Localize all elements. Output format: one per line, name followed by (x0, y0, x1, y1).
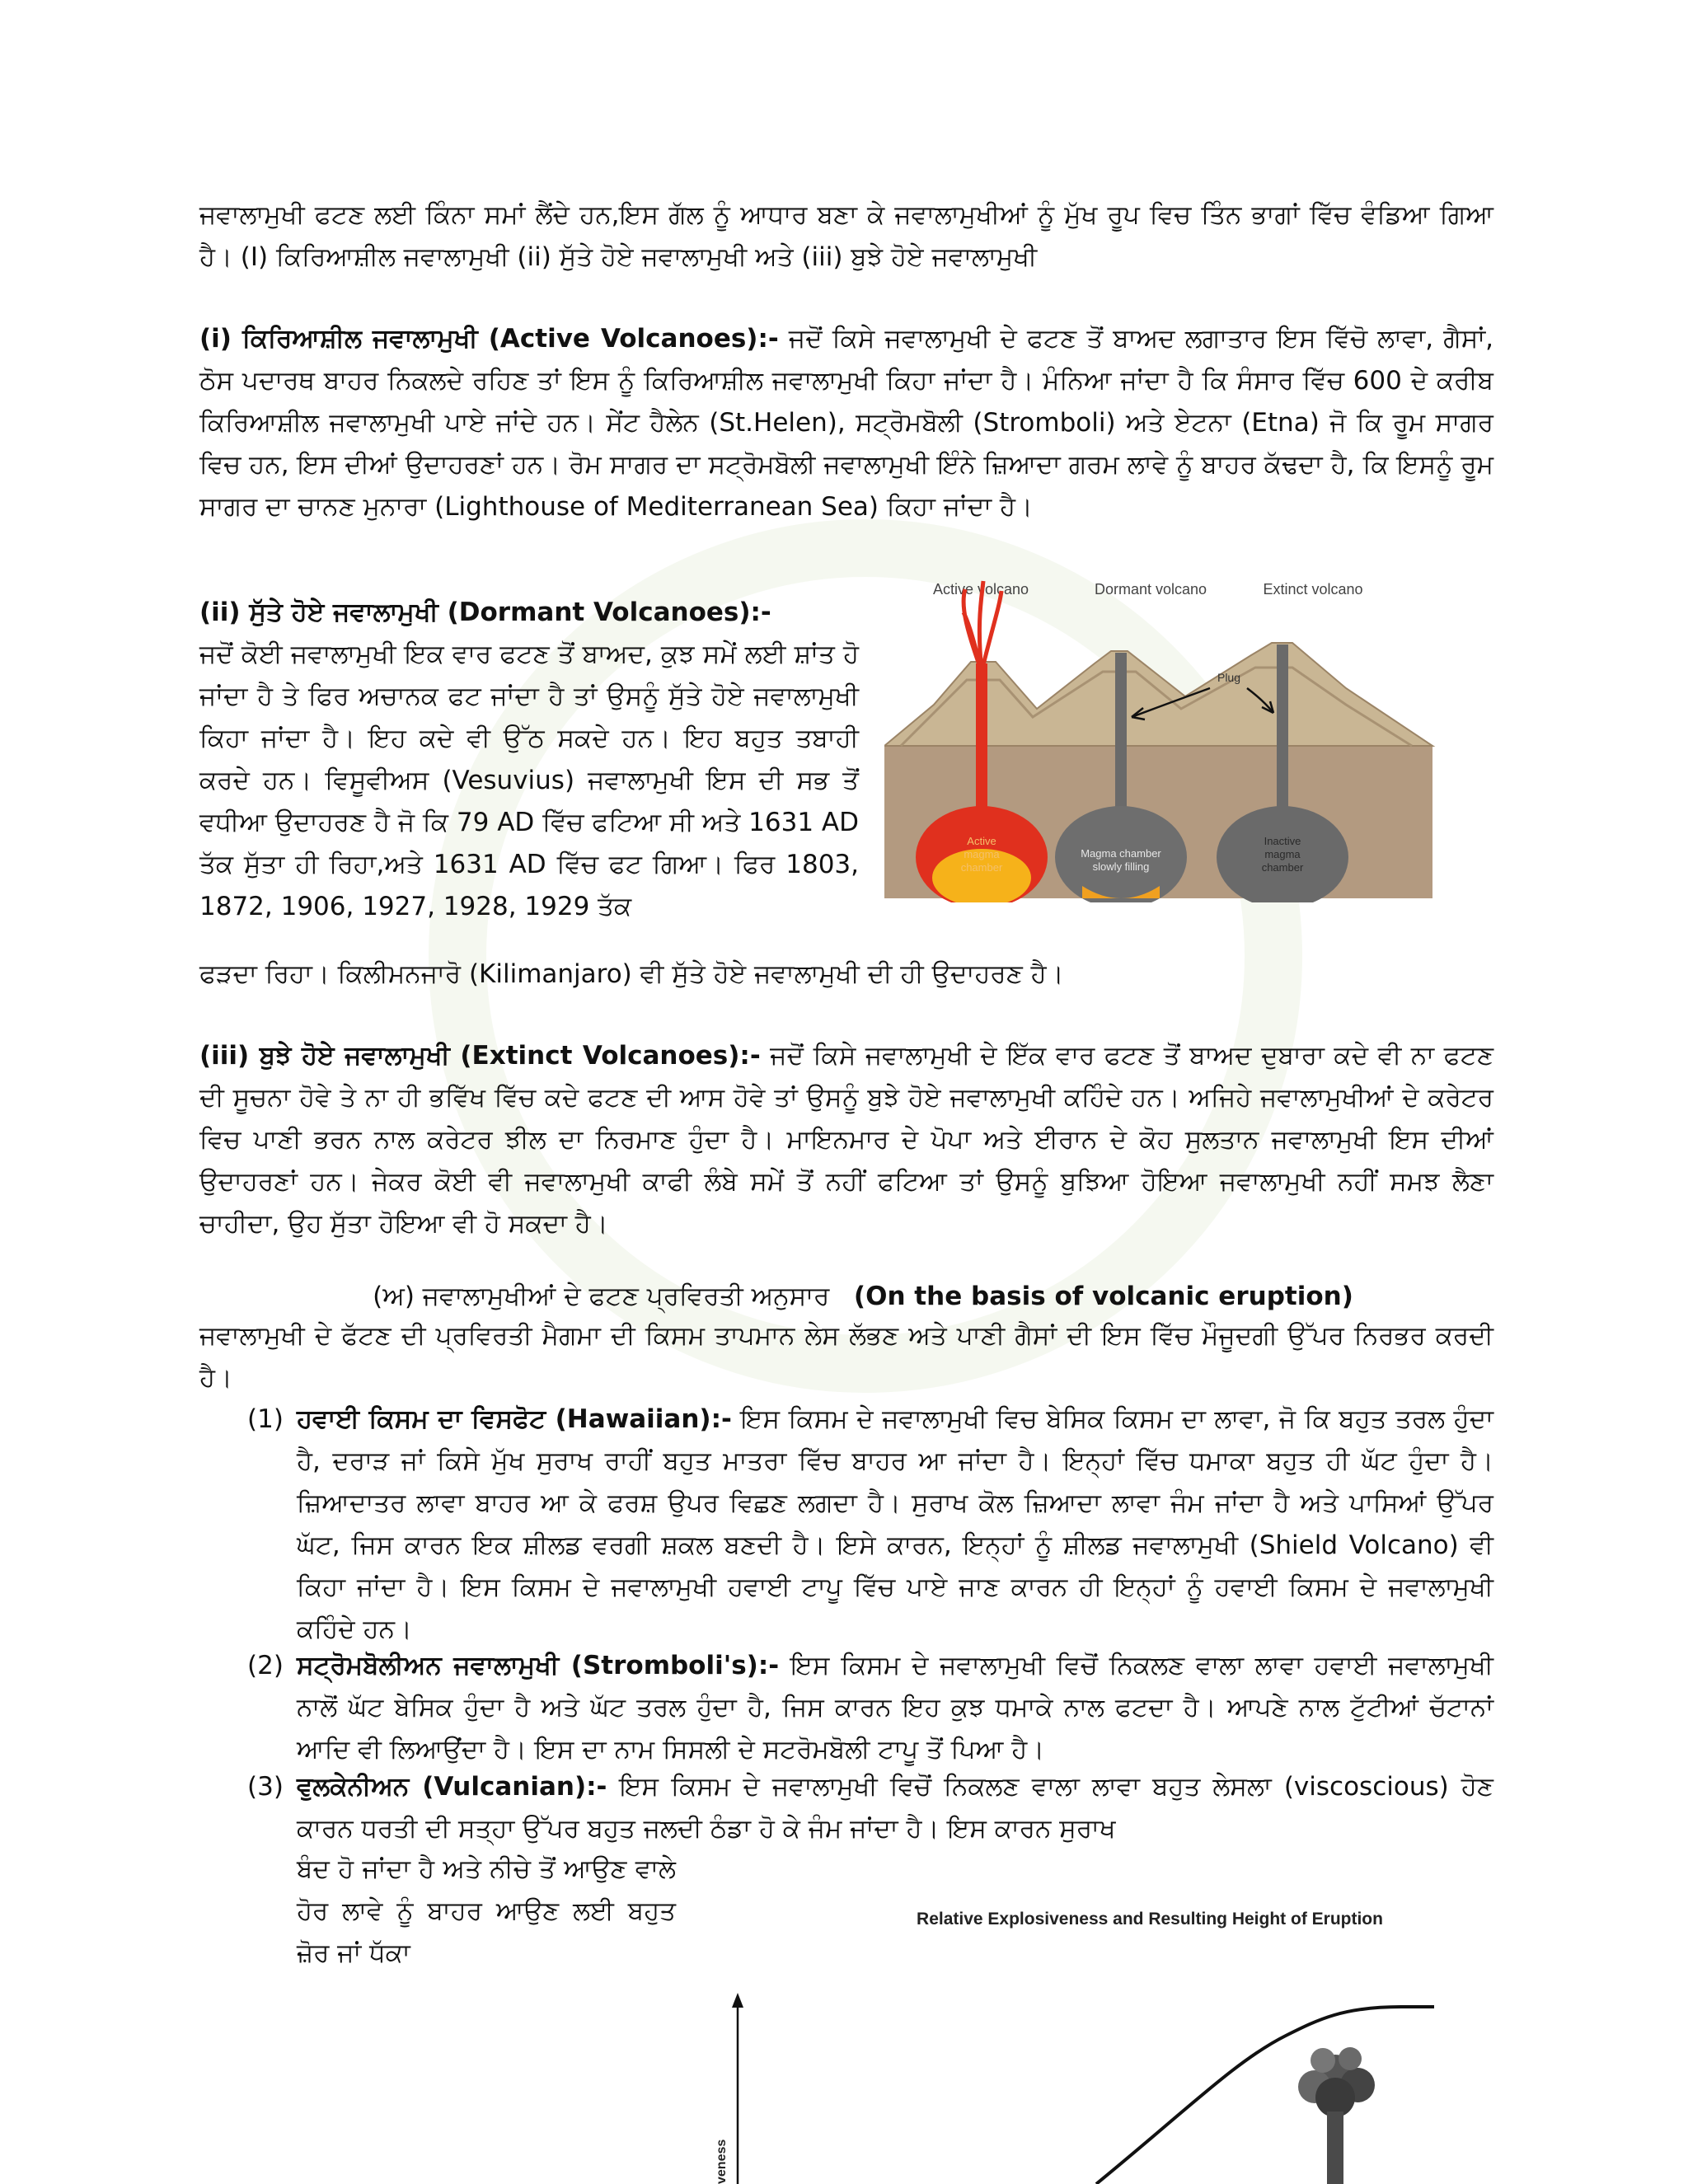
extinct-volcanoes-heading: (iii) ਬੁਝੇ ਹੋਏ ਜਵਾਲਾਮੁਖੀ (Extinct Volcanoes):- (199, 1041, 761, 1071)
label-extinct-volcano: Extinct volcano (1263, 581, 1363, 598)
extinct-chamber-label-1: Inactive (1264, 835, 1301, 847)
dormant-volcanoes-heading: (ii) ਸੁੱਤੇ ਹੋਏ ਜਵਾਲਾਮੁਖੀ (Dormant Volcanoes):- (199, 598, 771, 627)
extinct-volcanoes-body: ਜਦੋਂ ਕਿਸੇ ਜਵਾਲਾਮੁਖੀ ਦੇ ਇੱਕ ਵਾਰ ਫਟਣ ਤੋਂ ਬਾਅਦ ਦੁਬਾਰਾ ਕਦੇ ਵੀ ਨਾ ਫਟਣ ਦੀ ਸੂਚਨਾ ਹੋਵੇ ਤੇ ਨਾ ਹੀ ਭਵਿੱਖ ਵਿੱਚ ਕਦੇ ਫਟਣ ਦੀ ਆਸ ਹੋਵੇ ਤਾਂ ਉਸਨੂੰ ਬੁਝੇ ਹੋਏ ਜਵਾਲਾਮੁਖੀ ਕਹਿੰਦੇ ਹਨ। ਅਜਿਹੇ ਜਵਾਲਾਮੁਖੀਆਂ ਦੇ ਕਰੇਟਰ ਵਿਚ ਪਾਣੀ ਭਰਨ ਨਾਲ ਕਰੇਟਰ ਝੀਲ ਦਾ ਨਿਰਮਾਣ ਹੁੰਦਾ ਹੈ। ਮਾਇਨਮਾਰ ਦੇ ਪੋਪਾ ਅਤੇ ਈਰਾਨ ਦੇ ਕੋਹ ਸੁਲਤਾਨ ਜਵਾਲਾਮੁਖੀ ਇਸ ਦੀਆਂ ਉਦਾਹਰਣਾਂ ਹਨ। ਜੇਕਰ ਕੋਈ ਵੀ ਜਵਾਲਾਮੁਖੀ ਕਾਫੀ ਲੰਬੇ ਸਮੇਂ ਤੋਂ ਨਹੀਂ ਫਟਿਆ ਤਾਂ ਉਸਨੂੰ ਬੁਝਿਆ ਹੋਇਆ ਜਵਾਲਾਮੁਖੀ ਨਹੀਂ ਸਮਝ ਲੈਣਾ ਚਾਹੀਦਾ, ਉਹ ਸੁੱਤਾ ਹੋਇਆ ਵੀ ਹੋ ਸਕਦਾ ਹੈ। (199, 1041, 1494, 1239)
active-chamber-label-2: magma (964, 848, 1000, 860)
extinct-chamber-label-3: chamber (1261, 861, 1304, 874)
list-item-vulcanian (247, 1766, 1493, 1850)
extinct-chamber-label-2: magma (1264, 848, 1301, 860)
volcano-cones (884, 643, 1432, 746)
list-item-hawaiian (247, 1399, 1493, 1651)
label-active-volcano: Active volcano (932, 581, 1029, 598)
list-number: (3) (247, 1772, 284, 1802)
vulcanian-body: ਇਸ ਕਿਸਮ ਦੇ ਜਵਾਲਾਮੁਖੀ ਵਿਚੋਂ ਨਿਕਲਣ ਵਾਲਾ ਲਾਵਾ ਬਹੁਤ ਲੇਸਲਾ (viscoscious) ਹੋਣ ਕਾਰਨ ਧਰਤੀ ਦੀ ਸਤ੍ਹਾ ਉੱਪਰ ਬਹੁਤ ਜਲਦੀ ਠੰਡਾ ਹੋ ਕੇ ਜੰਮ ਜਾਂਦਾ ਹੈ। ਇਸ ਕਾਰਨ ਸੁਰਾਖ (297, 1772, 1493, 1844)
eruption-heading-english: (On the basis of volcanic eruption) (853, 1282, 1353, 1311)
active-conduit (976, 663, 987, 828)
y-axis-arrow-icon (732, 1993, 743, 2008)
list-number: (2) (247, 1651, 284, 1680)
list-number: (1) (247, 1404, 284, 1434)
strombolian-body: ਇਸ ਕਿਸਮ ਦੇ ਜਵਾਲਾਮੁਖੀ ਵਿਚੋਂ ਨਿਕਲਣ ਵਾਲਾ ਲਾਵਾ ਹਵਾਈ ਜਵਾਲਾਮੁਖੀ ਨਾਲੋਂ ਘੱਟ ਬੇਸਿਕ ਹੁੰਦਾ ਹੈ ਅਤੇ ਘੱਟ ਤਰਲ ਹੁੰਦਾ ਹੈ, ਜਿਸ ਕਾਰਨ ਇਹ ਕੁਝ ਧਮਾਕੇ ਨਾਲ ਫਟਦਾ ਹੈ। ਆਪਣੇ ਨਾਲ ਟੁੱਟੀਆਂ ਚੱਟਾਨਾਂ ਆਦਿ ਵੀ ਲਿਆਉਂਦਾ ਹੈ। ਇਸ ਦਾ ਨਾਮ ਸਿਸਲੀ ਦੇ ਸਟਰੋਮਬੋਲੀ ਟਾਪੂ ਤੋਂ ਪਿਆ ਹੈ। (297, 1651, 1493, 1765)
plug-label: Plug (1217, 671, 1241, 684)
active-chamber-label-3: chamber (960, 861, 1003, 874)
list-item-strombolian (247, 1645, 1493, 1771)
dormant-volcanoes-paragraph (199, 592, 859, 928)
volcano-types-illustration (884, 573, 1437, 902)
strombolian-heading: ਸਟ੍ਰੋਮਬੋਲੀਅਨ ਜਵਾਲਾਮੁਖੀ (Stromboli's):- (297, 1651, 780, 1680)
vulcanian-heading: ਵੁਲਕੇਨੀਅਨ (Vulcanian):- (297, 1772, 607, 1802)
intro-paragraph: ਜਵਾਲਾਮੁਖੀ ਫਟਣ ਲਈ ਕਿੰਨਾ ਸਮਾਂ ਲੈਂਦੇ ਹਨ,ਇਸ ਗੱਲ ਨੂੰ ਆਧਾਰ ਬਣਾ ਕੇ ਜਵਾਲਾਮੁਖੀਆਂ ਨੂੰ ਮੁੱਖ ਰੂਪ ਵਿਚ ਤਿੰਨ ਭਾਗਾਂ ਵਿੱਚ ਵੰਡਿਆ ਗਿਆ ਹੈ। (I) ਕਿਰਿਆਸ਼ੀਲ ਜਵਾਲਾਮੁਖੀ (ii) ਸੁੱਤੇ ਹੋਏ ਜਵਾਲਾਮੁਖੀ ਅਤੇ (iii) ਬੁਝੇ ਹੋਏ ਜਵਾਲਾਮੁਖੀ (199, 200, 1493, 272)
hawaiian-body: ਇਸ ਕਿਸਮ ਦੇ ਜਵਾਲਾਮੁਖੀ ਵਿਚ ਬੇਸਿਕ ਕਿਸਮ ਦਾ ਲਾਵਾ, ਜੋ ਕਿ ਬਹੁਤ ਤਰਲ ਹੁੰਦਾ ਹੈ, ਦਰਾੜ ਜਾਂ ਕਿਸੇ ਮੁੱਖ ਸੁਰਾਖ ਰਾਹੀਂ ਬਹੁਤ ਮਾਤਰਾ ਵਿੱਚ ਬਾਹਰ ਆ ਜਾਂਦਾ ਹੈ। ਇਨ੍ਹਾਂ ਵਿੱਚ ਧਮਾਕਾ ਬਹੁਤ ਹੀ ਘੱਟ ਹੁੰਦਾ ਹੈ। ਜ਼ਿਆਦਾਤਰ ਲਾਵਾ ਬਾਹਰ ਆ ਕੇ ਫਰਸ਼ ਉਪਰ ਵਿਛਣ ਲਗਦਾ ਹੈ। ਸੁਰਾਖ ਕੋਲ ਜ਼ਿਆਦਾ ਲਾਵਾ ਜੰਮ ਜਾਂਦਾ ਹੈ ਅਤੇ ਪਾਸਿਆਂ ਉੱਪਰ ਘੱਟ, ਜਿਸ ਕਾਰਨ ਇਕ ਸ਼ੀਲਡ ਵਰਗੀ ਸ਼ਕਲ ਬਣਦੀ ਹੈ। ਇਸੇ ਕਾਰਨ, ਇਨ੍ਹਾਂ ਨੂੰ ਸ਼ੀਲਡ ਜਵਾਲਾਮੁਖੀ (Shield Volcano) ਵੀ ਕਿਹਾ ਜਾਂਦਾ ਹੈ। ਇਸ ਕਿਸਮ ਦੇ ਜਵਾਲਾਮੁਖੀ ਹਵਾਈ ਟਾਪੂ ਵਿੱਚ ਪਾਏ ਜਾਣ ਕਾਰਨ ਹੀ ਇਨ੍ਹਾਂ ਨੂੰ ਹਵਾਈ ਕਿਸਮ ਦੇ ਜਵਾਲਾਮੁਖੀ ਕਹਿੰਦੇ ਹਨ। (297, 1404, 1493, 1644)
active-chamber-label-1: Active (967, 835, 996, 847)
dormant-volcanoes-body: ਜਦੋਂ ਕੋਈ ਜਵਾਲਾਮੁਖੀ ਇਕ ਵਾਰ ਫਟਣ ਤੋਂ ਬਾਅਦ, ਕੁਝ ਸਮੇਂ ਲਈ ਸ਼ਾਂਤ ਹੋ ਜਾਂਦਾ ਹੈ ਤੇ ਫਿਰ ਅਚਾਨਕ ਫਟ ਜਾਂਦਾ ਹੈ ਤਾਂ ਉਸਨੂੰ ਸੁੱਤੇ ਹੋਏ ਜਵਾਲਾਮੁਖੀ ਕਿਹਾ ਜਾਂਦਾ ਹੈ। ਇਹ ਕਦੇ ਵੀ ਉੱਠ ਸਕਦੇ ਹਨ। ਇਹ ਬਹੁਤ ਤਬਾਹੀ ਕਰਦੇ ਹਨ। ਵਿਸੂਵੀਅਸ (Vesuvius) ਜਵਾਲਾਮੁਖੀ ਇਸ ਦੀ ਸਭ ਤੋਂ ਵਧੀਆ ਉਦਾਹਰਣ ਹੈ ਜੋ ਕਿ 79 AD ਵਿੱਚ ਫਟਿਆ ਸੀ ਅਤੇ 1631 AD ਤੱਕ ਸੁੱਤਾ ਹੀ ਰਿਹਾ,ਅਤੇ 1631 AD ਵਿੱਚ ਫਟ ਗਿਆ। ਫਿਰ 1803, 1872, 1906, 1927, 1928, 1929 ਤੱਕ (199, 640, 859, 921)
vulcanian-body-continuation: ਬੰਦ ਹੋ ਜਾਂਦਾ ਹੈ ਅਤੇ ਨੀਚੇ ਤੋਂ ਆਉਣ ਵਾਲੇ ਹੋਰ ਲਾਵੇ ਨੂੰ ਬਾਹਰ ਆਉਣ ਲਈ ਬਹੁਤ ਜ਼ੋਰ ਜਾਂ ਧੱਕਾ (297, 1854, 676, 1968)
eruption-heading-punjabi: (ਅ) ਜਵਾਲਾਮੁਖੀਆਂ ਦੇ ਫਟਣ ਪ੍ਰਵਿਰਤੀ ਅਨੁਸਾਰ (373, 1282, 830, 1311)
active-volcanoes-heading: (i) ਕਿਰਿਆਸ਼ੀਲ ਜਵਾਲਾਮੁਖੀ (Active Volcanoes):- (199, 324, 779, 354)
extinct-conduit (1277, 644, 1288, 822)
dormant-volcanoes-continuation: ਫੜਦਾ ਰਿਹਾ। ਕਿਲੀਮਨਜਾਰੋ (Kilimanjaro) ਵੀ ਸੁੱਤੇ ਹੋਏ ਜਵਾਲਾਮੁਖੀ ਦੀ ਹੀ ਉਦਾਹਰਣ ਹੈ। (199, 959, 1064, 989)
eruption-section-heading (199, 1276, 1493, 1318)
hawaiian-heading: ਹਵਾਈ ਕਿਸਮ ਦਾ ਵਿਸਫੋਟ (Hawaiian):- (297, 1404, 732, 1434)
label-dormant-volcano: Dormant volcano (1094, 581, 1207, 598)
dormant-conduit (1115, 653, 1127, 822)
extinct-volcanoes-paragraph (199, 1035, 1493, 1245)
eruption-intro-paragraph: ਜਵਾਲਾਮੁਖੀ ਦੇ ਫੱਟਣ ਦੀ ਪ੍ਰਵਿਰਤੀ ਮੈਗਮਾ ਦੀ ਕਿਸਮ ਤਾਪਮਾਨ ਲੇਸ ਲੱਭਣ ਅਤੇ ਪਾਣੀ ਗੈਸਾਂ ਦੀ ਇਸ ਵਿੱਚ ਮੌਜੂਦਗੀ ਉੱਪਰ ਨਿਰਭਰ ਕਰਦੀ ਹੈ। (199, 1321, 1493, 1393)
explosiveness-curve (1096, 2007, 1434, 2184)
explosiveness-chart (709, 1896, 1533, 2184)
dormant-chamber-label-1: Magma chamber (1081, 847, 1161, 860)
chart-y-axis-label: veness (715, 2139, 729, 2184)
active-volcanoes-paragraph (199, 318, 1493, 528)
eruption-cloud-icon (1298, 2047, 1375, 2184)
chart-title: Relative Explosiveness and Resulting Height of Eruption (917, 1910, 1383, 1929)
dormant-chamber-label-2: slowly filling (1092, 860, 1150, 873)
active-volcanoes-body: ਜਦੋਂ ਕਿਸੇ ਜਵਾਲਾਮੁਖੀ ਦੇ ਫਟਣ ਤੋਂ ਬਾਅਦ ਲਗਾਤਾਰ ਇਸ ਵਿੱਚੋ ਲਾਵਾ, ਗੈਸਾਂ, ਠੋਸ ਪਦਾਰਥ ਬਾਹਰ ਨਿਕਲਦੇ ਰਹਿਣ ਤਾਂ ਇਸ ਨੂੰ ਕਿਰਿਆਸ਼ੀਲ ਜਵਾਲਾਮੁਖੀ ਕਿਹਾ ਜਾਂਦਾ ਹੈ। ਮੰਨਿਆ ਜਾਂਦਾ ਹੈ ਕਿ ਸੰਸਾਰ ਵਿੱਚ 600 ਦੇ ਕਰੀਬ ਕਿਰਿਆਸ਼ੀਲ ਜਵਾਲਾਮੁਖੀ ਪਾਏ ਜਾਂਦੇ ਹਨ। ਸੇਂਟ ਹੈਲੇਨ (St.Helen), ਸਟ੍ਰੋਮਬੋਲੀ (Stromboli) ਅਤੇ ਏਟਨਾ (Etna) ਜੋ ਕਿ ਰੂਮ ਸਾਗਰ ਵਿਚ ਹਨ, ਇਸ ਦੀਆਂ ਉਦਾਹਰਣਾਂ ਹਨ। ਰੋਮ ਸਾਗਰ ਦਾ ਸਟ੍ਰੋਮਬੋਲੀ ਜਵਾਲਾਮੁਖੀ ਇੰਨੇ ਜ਼ਿਆਦਾ ਗਰਮ ਲਾਵੇ ਨੂੰ ਬਾਹਰ ਕੱਢਦਾ ਹੈ, ਕਿ ਇਸਨੂੰ ਰੂਮ ਸਾਗਰ ਦਾ ਚਾਨਣ ਮੁਨਾਰਾ (Lighthouse of Mediterranean Sea) ਕਿਹਾ ਜਾਂਦਾ ਹੈ। (199, 324, 1494, 522)
